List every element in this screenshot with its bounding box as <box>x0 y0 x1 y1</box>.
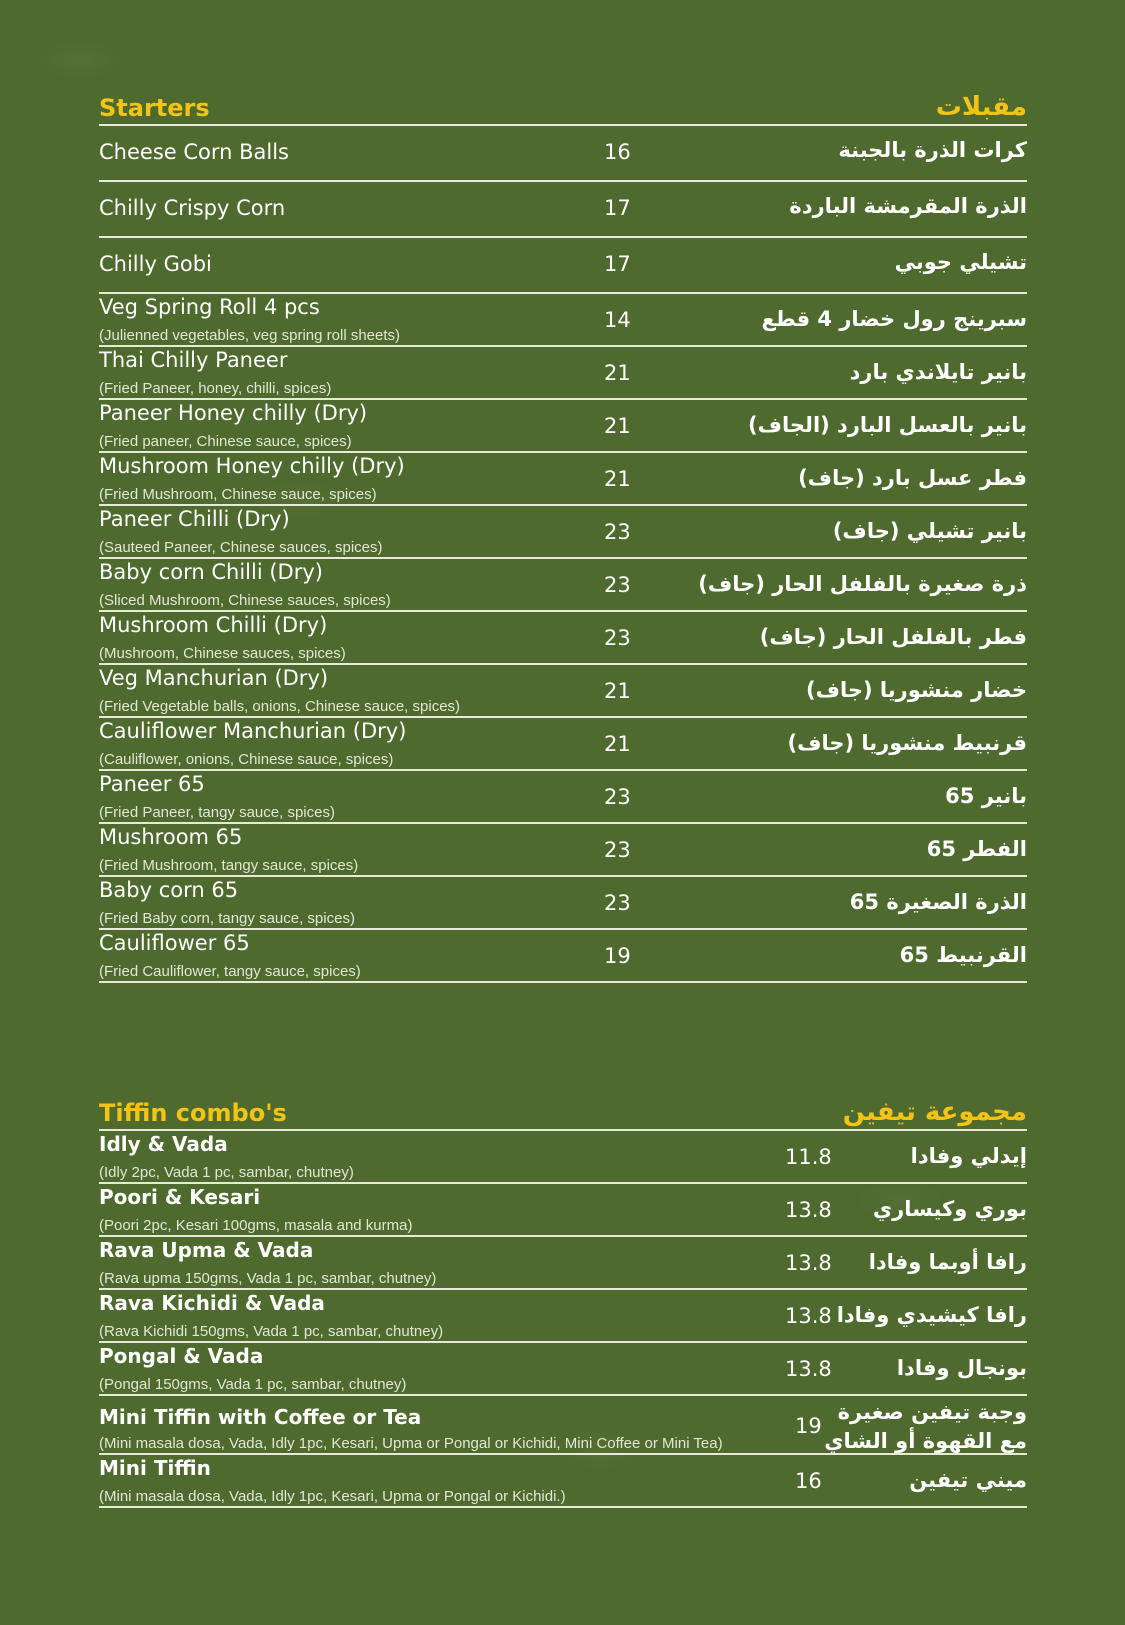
item-price: 19 <box>795 1414 822 1438</box>
menu-row <box>99 126 1027 182</box>
item-name-ar: الفطر 65 <box>926 837 1027 861</box>
item-price: 23 <box>604 626 631 650</box>
item-price: 13.8 <box>785 1198 832 1222</box>
item-name: Mini Tiffin <box>99 1456 211 1480</box>
item-name-ar: الذرة المقرمشة الباردة <box>789 194 1027 218</box>
item-price: 21 <box>604 732 631 756</box>
item-price: 13.8 <box>785 1357 832 1381</box>
item-price: 23 <box>604 573 631 597</box>
item-name-ar: تشيلي جوبي <box>894 250 1027 274</box>
tiffin-title: Tiffin combo's <box>99 1099 287 1127</box>
item-description: (Mini masala dosa, Vada, Idly 1pc, Kesari, Upma or Pongal or Kichidi.) <box>99 1488 566 1505</box>
item-name-ar: فطر بالفلفل الحار (جاف) <box>759 625 1027 649</box>
item-name-ar: قرنبيط منشوريا (جاف) <box>787 731 1027 755</box>
menu-row <box>99 665 1027 718</box>
item-description: (Julienned vegetables, veg spring roll sheets) <box>99 327 401 344</box>
item-name: Cauliflower Manchurian (Dry) <box>99 719 407 743</box>
menu-row <box>99 182 1027 238</box>
item-name: Baby corn Chilli (Dry) <box>99 560 323 584</box>
item-name: Mushroom Chilli (Dry) <box>99 613 328 637</box>
item-price: 21 <box>604 679 631 703</box>
item-description: (Rava upma 150gms, Vada 1 pc, sambar, chutney) <box>99 1270 437 1287</box>
tiffin-section <box>99 1095 1027 1508</box>
item-name: Chilly Crispy Corn <box>99 196 286 220</box>
item-price: 19 <box>604 944 631 968</box>
item-price: 16 <box>604 140 631 164</box>
item-price: 14 <box>604 308 631 332</box>
item-name: Mushroom 65 <box>99 825 243 849</box>
item-name-ar: بوري وكيساري <box>872 1197 1027 1221</box>
menu-row <box>99 238 1027 294</box>
menu-row <box>99 506 1027 559</box>
menu-row <box>99 1184 1027 1237</box>
item-name-ar: القرنبيط 65 <box>899 943 1027 967</box>
item-name-ar: رافا أوبما وفادا <box>868 1250 1027 1274</box>
item-description: (Fried Mushroom, Chinese sauce, spices) <box>99 486 377 503</box>
menu-row <box>99 1396 1027 1455</box>
menu-row <box>99 1237 1027 1290</box>
item-name: Cauliflower 65 <box>99 931 250 955</box>
item-description: (Sauteed Paneer, Chinese sauces, spices) <box>99 539 383 556</box>
item-description: (Fried Paneer, honey, chilli, spices) <box>99 380 332 397</box>
item-price: 17 <box>604 252 631 276</box>
item-price: 23 <box>604 520 631 544</box>
menu-row <box>99 559 1027 612</box>
item-name: Paneer 65 <box>99 772 205 796</box>
item-name: Mushroom Honey chilly (Dry) <box>99 454 405 478</box>
item-name-ar: بانير تايلاندي بارد <box>849 360 1027 384</box>
menu-row <box>99 1455 1027 1508</box>
item-price: 17 <box>604 196 631 220</box>
item-name: Pongal & Vada <box>99 1344 264 1368</box>
menu-row <box>99 718 1027 771</box>
item-name: Thai Chilly Paneer <box>99 348 288 372</box>
item-name-ar: سبرينج رول خضار 4 قطع <box>761 307 1027 331</box>
item-price: 13.8 <box>785 1251 832 1275</box>
starters-title-ar: مقبلات <box>935 92 1027 122</box>
item-name-ar: بونجال وفادا <box>896 1356 1027 1380</box>
item-description: (Mini masala dosa, Vada, Idly 1pc, Kesari, Upma or Pongal or Kichidi, Mini Coffee or Mini Tea) <box>99 1435 723 1452</box>
item-name-ar: كرات الذرة بالجبنة <box>838 138 1027 162</box>
menu-row <box>99 1290 1027 1343</box>
menu-row <box>99 347 1027 400</box>
menu-row <box>99 1343 1027 1396</box>
item-description: (Mushroom, Chinese sauces, spices) <box>99 645 346 662</box>
item-description: (Fried Mushroom, tangy sauce, spices) <box>99 857 359 874</box>
item-name-ar: الذرة الصغيرة 65 <box>849 890 1027 914</box>
item-name: Baby corn 65 <box>99 878 239 902</box>
item-description: (Fried Cauliflower, tangy sauce, spices) <box>99 963 361 980</box>
item-name-ar: ذرة صغيرة بالفلفل الحار (جاف) <box>698 572 1027 596</box>
item-name-ar: بانير بالعسل البارد (الجاف) <box>748 413 1027 437</box>
item-description: (Rava Kichidi 150gms, Vada 1 pc, sambar, chutney) <box>99 1323 444 1340</box>
item-name: Rava Upma & Vada <box>99 1238 314 1262</box>
starters-header <box>99 90 1027 126</box>
item-name: Rava Kichidi & Vada <box>99 1291 325 1315</box>
item-price: 23 <box>604 891 631 915</box>
menu-row <box>99 400 1027 453</box>
item-name-ar: بانير تشيلي (جاف) <box>832 519 1027 543</box>
item-description: (Fried Baby corn, tangy sauce, spices) <box>99 910 355 927</box>
item-name-ar: ميني تيفين <box>909 1468 1027 1492</box>
item-price: 21 <box>604 414 631 438</box>
menu-row <box>99 453 1027 506</box>
item-name-ar: خضار منشوريا (جاف) <box>805 678 1027 702</box>
item-name-ar: رافا كيشيدي وفادا <box>836 1303 1027 1327</box>
item-name: Chilly Gobi <box>99 252 212 276</box>
item-description: (Poori 2pc, Kesari 100gms, masala and kurma) <box>99 1217 413 1234</box>
menu-row <box>99 877 1027 930</box>
menu-row <box>99 612 1027 665</box>
menu-row <box>99 294 1027 347</box>
item-price: 23 <box>604 785 631 809</box>
starters-title: Starters <box>99 94 210 122</box>
item-price: 21 <box>604 361 631 385</box>
tiffin-header <box>99 1095 1027 1131</box>
item-name-ar: وجبة تيفين صغيرة مع القهوة أو الشاي <box>824 1400 1027 1453</box>
item-name: Poori & Kesari <box>99 1185 261 1209</box>
starters-section <box>99 90 1027 983</box>
item-name: Paneer Chilli (Dry) <box>99 507 290 531</box>
item-price: 21 <box>604 467 631 491</box>
item-name-ar: بانير 65 <box>945 784 1027 808</box>
tiffin-title-ar: مجموعة تيفين <box>842 1097 1027 1127</box>
item-name: Veg Manchurian (Dry) <box>99 666 329 690</box>
item-description: (Pongal 150gms, Vada 1 pc, sambar, chutney) <box>99 1376 407 1393</box>
menu-row <box>99 771 1027 824</box>
item-name-ar: فطر عسل بارد (جاف) <box>798 466 1027 490</box>
item-description: (Sliced Mushroom, Chinese sauces, spices) <box>99 592 391 609</box>
item-name: Veg Spring Roll 4 pcs <box>99 295 320 319</box>
item-price: 13.8 <box>785 1304 832 1328</box>
menu-row <box>99 824 1027 877</box>
item-price: 11.8 <box>785 1145 832 1169</box>
item-name: Idly & Vada <box>99 1132 228 1156</box>
item-name: Cheese Corn Balls <box>99 140 289 164</box>
item-description: (Idly 2pc, Vada 1 pc, sambar, chutney) <box>99 1164 354 1181</box>
item-price: 23 <box>604 838 631 862</box>
item-name: Mini Tiffin with Coffee or Tea <box>99 1405 422 1429</box>
menu-row <box>99 1131 1027 1184</box>
item-description: (Fried Vegetable balls, onions, Chinese sauce, spices) <box>99 698 461 715</box>
item-description: (Fried Paneer, tangy sauce, spices) <box>99 804 335 821</box>
item-description: (Fried paneer, Chinese sauce, spices) <box>99 433 352 450</box>
item-description: (Cauliflower, onions, Chinese sauce, spices) <box>99 751 394 768</box>
item-price: 16 <box>795 1469 822 1493</box>
item-name-ar: إيدلي وفادا <box>910 1144 1027 1168</box>
item-name: Paneer Honey chilly (Dry) <box>99 401 368 425</box>
menu-row <box>99 930 1027 983</box>
